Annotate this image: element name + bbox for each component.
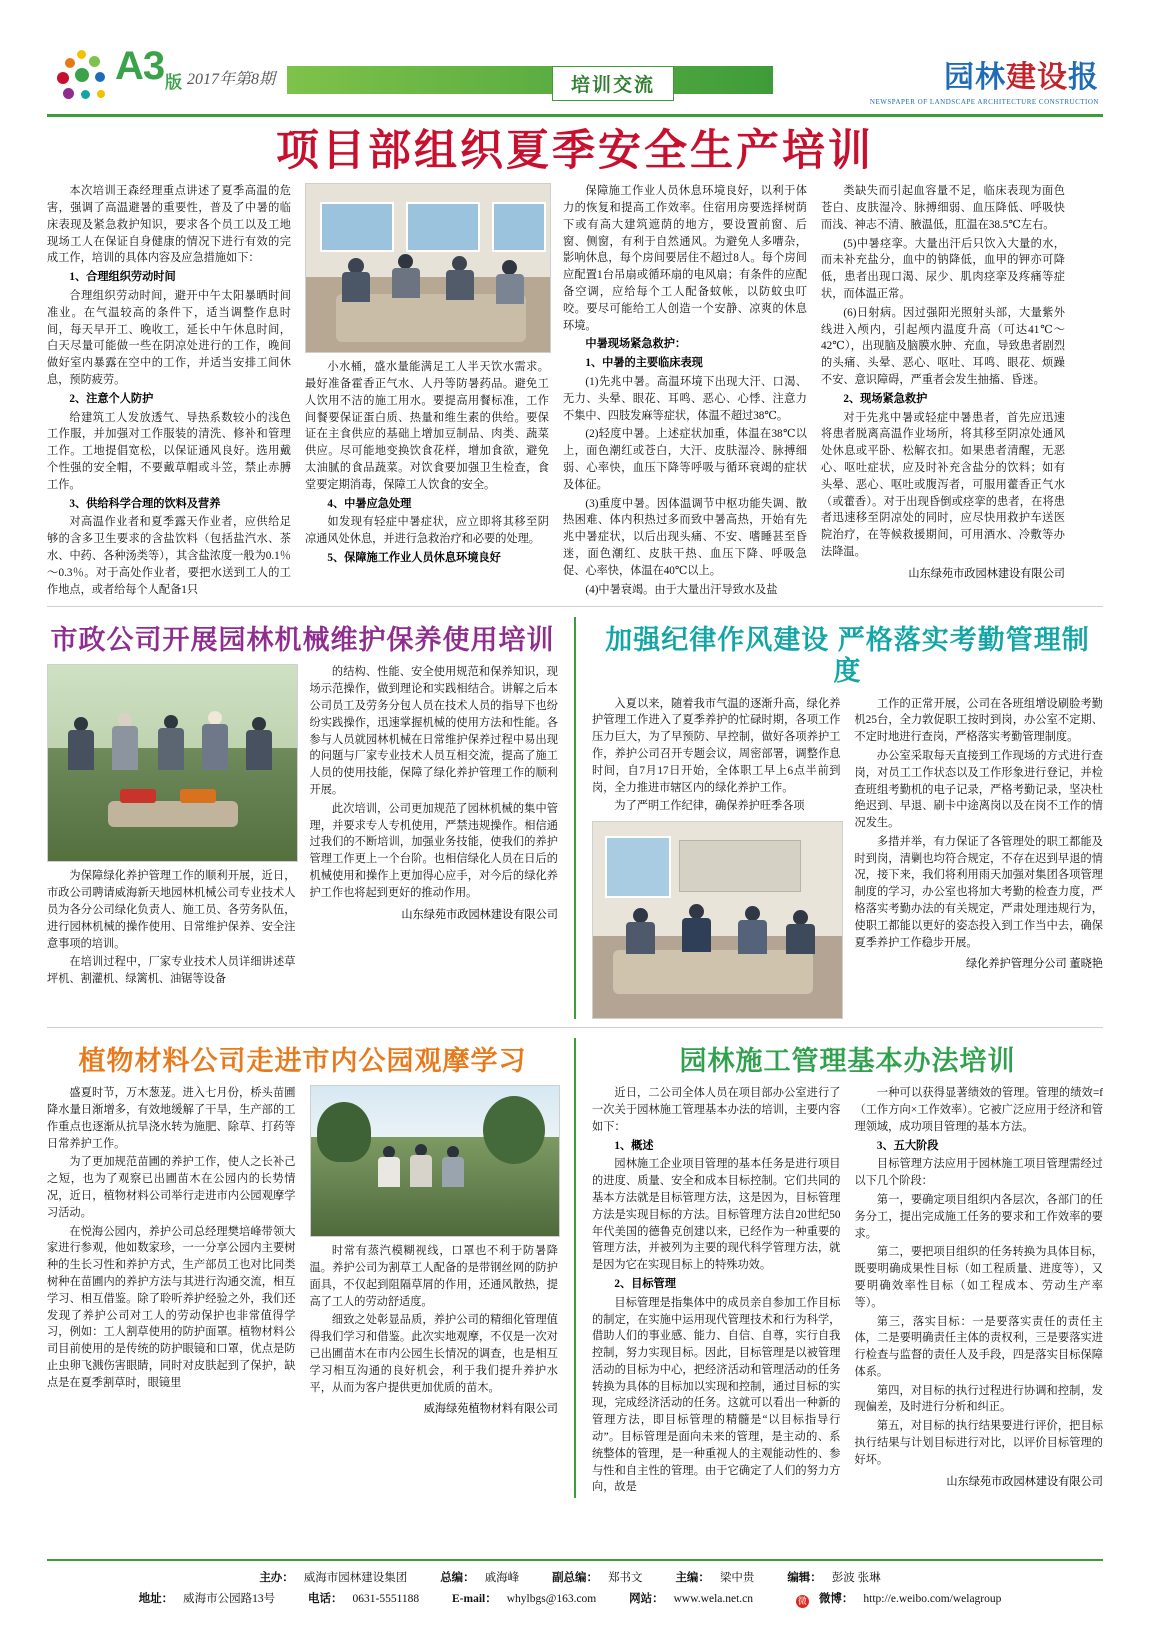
subheading: 3、供给科学合理的饮料及营养 bbox=[69, 497, 221, 510]
paragraph: 办公室采取每天直接到工作现场的方式进行查岗，对员工工作状态以及工作形象进行登记，并检查班组考勤机的电子记录，严格考勤记录，坚决杜绝迟到、早退、刷卡中途离岗以及在岗不工作的情况发生。 bbox=[854, 749, 1103, 830]
page-number: A3 bbox=[115, 44, 165, 88]
paragraph: 对于先兆中暑或轻症中暑患者，首先应迅速将患者脱离高温作业场所，将其移至阴凉处通风处休息或平卧、松解衣扣。如果患者清醒，无恶心、呕吐症状，应及时补充含盐分的饮料；如有头晕、恶心、呕吐或腹泻者，可服用藿香正气水（或藿香）。对于出现昏倒或痉挛的患者，在将患者迅速移至阴凉处的同时，应尽快用救护车送医院治疗，在等候救援期间，可用酒水、冷敷等办法降温。 bbox=[821, 411, 1065, 559]
column-divider-2 bbox=[574, 1038, 576, 1498]
subheading: 2、现场紧急救护 bbox=[843, 392, 928, 405]
paragraph: 的结构、性能、安全使用规范和保养知识，现场示范操作，做到理论和实践相结合。讲解之后本公司员工及劳务分包人员在技术人员的指导下也纷纷实践操作，迅速掌握机械的使用方法和性能。各参与人员就园林机械在日常维护保养过程中易出现的问题与厂家专业技术人员互相交流，提高了施工人员的使用技能，保障了绿化养护管理工作的顺利开展。 bbox=[309, 666, 558, 797]
subheading: 2、注意个人防护 bbox=[69, 392, 154, 405]
masthead bbox=[47, 40, 1103, 118]
paragraph: 入夏以来，随着我市气温的逐渐升高，绿化养护管理工作进入了夏季养护的忙碌时期，各项工作压力巨大，为了早预防、早控制，做好各项养护工作，养护公司召开专题会议，周密部署，调整作息时间，自7月17日开始，全体职工早上6点半前到岗，全力推进市辖区内的绿化养护工作。 bbox=[592, 697, 841, 794]
paragraph: 类缺失而引起血容量不足，临床表现为面色苍白、皮肤湿冷、脉搏细弱、血压降低、呼吸快而浅、神志不清、腋温低，肛温在38.5℃左右。 bbox=[821, 185, 1065, 231]
paragraph: 本次培训王森经理重点讲述了夏季高温的危害，强调了高温避暑的重要性，普及了中暑的临床表现及紧急救护知识，要求各个员工以及工地现场工人在保证自身健康的情况下进行有效的完成工作，培训的具体内容及应急措施如下： bbox=[47, 185, 291, 265]
footer-editor-in-chief: 主编： 梁中贵 bbox=[675, 1572, 755, 1584]
article4-col1 bbox=[47, 1085, 296, 1416]
paragraph: 合理组织劳动时间，避开中午太阳暴晒时间准业。在气温较高的条件下，适当调整作息时间，每天早开工、晚收工，延长中午休息时间，白天尽量可能做一些在阴凉处进行的工作，晚间做好室内暴露在空中的工作，并适当安排工间休息，预防疲劳。 bbox=[47, 290, 291, 387]
footer-phone: 电话： 0631-5551188 bbox=[307, 1593, 420, 1605]
article5-byline: 山东绿苑市政园林建设有限公司 bbox=[946, 1475, 1103, 1488]
article5-col1 bbox=[592, 1085, 841, 1498]
logo-icon bbox=[57, 50, 119, 108]
article3-col2 bbox=[855, 696, 1104, 1020]
paragraph: 园林施工企业项目管理的基本任务是进行项目的进度、质量、安全和成本目标控制。它们共同的基本方法就是目标管理方法，这是因为，目标管理方法是实现目标的方法。目标管理方法自20世纪50年代美国的德鲁克创建以来，已经作为一种重要的管理方法，并被列为主要的现代科学管理方法，就是因为它在实现目标上的特殊功效。 bbox=[592, 1158, 841, 1272]
article1-photo-meeting bbox=[305, 183, 551, 353]
paragraph: 多措并举，有力保证了各管理处的职工都能及时到岗，清剿也均符合规定，不存在迟到早退的情况，接下来，我们将利用雨天加强对集团各项管理制度的学习，办公室也将加大考勤的检查力度，严格落实考勤办法的有关规定，严肃处理违规行为，使职工都能以更好的姿态投入到工作当中去，确保夏季养护工作稳步开展。 bbox=[854, 835, 1103, 949]
paragraph: 此次培训，公司更加规范了园林机械的集中管理，并要求专人专机使用，严禁违规操作。相信通过我们的不断培训，加强业务技能，使我们的养护管理工作更上一个台阶。也相信绿化人员在日后的机械使用和操作上更加得心应手，对今后的绿化养护工作也将起到更好的推动作用。 bbox=[309, 802, 558, 899]
footer-line-1 bbox=[47, 1569, 1103, 1585]
paragraph: 给建筑工人发放透气、导热系数较小的浅色工作服，并加强对工作服装的清洗、修补和管理工作。工地提倡宽松，以保证通风良好。选用戴个性强的安全帽，不要戴草帽或斗笠，禁止赤膊工作。 bbox=[47, 411, 291, 491]
article-lead bbox=[47, 118, 1103, 600]
footer-website[interactable]: 网站： www.wela.net.cn bbox=[629, 1593, 754, 1605]
footer-deputy-editor: 副总编： 郑书文 bbox=[552, 1572, 643, 1584]
subheading: 5、保障施工作业人员休息环境良好 bbox=[327, 552, 501, 565]
paragraph: 为保障绿化养护管理工作的顺利开展，近日，市政公司聘请威海新天地园林机械公司专业技术人员为各分公司绿化负责人、施工员、各劳务队伍，进行园林机械的操作使用、日常维护保养、安全注意事项的培训。 bbox=[47, 870, 296, 950]
footer-chief-editor: 总编： 戚海峰 bbox=[440, 1572, 520, 1584]
article2-title: 市政公司开展园林机械维护保养使用培训 bbox=[50, 625, 555, 656]
article3-title: 加强纪律作风建设 严格落实考勤管理制度 bbox=[605, 625, 1090, 687]
subheading: 4、中暑应急处理 bbox=[327, 497, 412, 510]
paragraph: (3)重度中暑。因体温调节中枢功能失调、散热困难、体内积热过多而致中暑高热，开始有先兆中暑症状，以后出现头痛、不安、嗜睡甚至昏迷，面色潮红、皮肤干热、血压下降、呼吸急促、心率快，体温在40℃以上。 bbox=[563, 497, 807, 577]
article4-photo-park bbox=[310, 1085, 561, 1237]
issue-label: 2017年第8期 bbox=[187, 71, 276, 88]
article-machinery bbox=[47, 617, 558, 1019]
page-footer bbox=[47, 1559, 1103, 1613]
article3-byline: 绿化养护管理分公司 董晓艳 bbox=[965, 958, 1103, 971]
subheading: 2、目标管理 bbox=[614, 1277, 676, 1290]
footer-weibo[interactable]: 微 微博： http://e.weibo.com/welagroup bbox=[797, 1593, 1002, 1606]
weibo-icon: 微 bbox=[797, 1596, 807, 1606]
subheading: 1、合理组织劳动时间 bbox=[69, 271, 176, 284]
article3-col1 bbox=[592, 696, 841, 1020]
paragraph: 小水桶，盛水量能满足工人半天饮水需求。最好准备霍香正气水、人丹等防暑药品。避免工人饮用不洁的施工用水。要提高用餐标准，工作间餐要保证蛋白质、热量和维生素的供给。要保证在主食供应的基础上增加豆制品、肉类、蔬菜供应。尽可能地变换饮食花样，增加食欲，避免太油腻的食品蔬菜。对饮食要加强卫生检查，食堂要定期消毒，保障工人饮食的安全。 bbox=[305, 361, 549, 491]
article-park-visit bbox=[47, 1038, 558, 1498]
masthead-rule bbox=[47, 114, 1103, 117]
article1-byline: 山东绿苑市政园林建设有限公司 bbox=[908, 567, 1065, 580]
paragraph: (5)中暑痉挛。大量出汗后只饮入大量的水，而未补充盐分，血中的钠降低，血甲的钾亦可降低，患者出现口渴、尿少、肌肉痉挛及疼痛等症状，而体温正常。 bbox=[821, 237, 1065, 301]
subheading: 1、中暑的主要临床表现 bbox=[585, 357, 703, 370]
article3-photo-office bbox=[592, 821, 843, 1019]
article-project-management bbox=[592, 1038, 1103, 1498]
subheading: 1、概述 bbox=[614, 1139, 654, 1152]
paragraph: 工作的正常开展，公司在各班组增设刷脸考勤机25台，全力敦促职工按时到岗，办公室不定期、不定时地进行查岗，严格落实考勤管理制度。 bbox=[854, 697, 1103, 744]
article1-title: 项目部组织夏季安全生产培训 bbox=[276, 127, 874, 175]
paragraph: 盛夏时节，万木葱茏。进入七月份，桥头苗圃降水量日渐增多，有效地缓解了干旱，生产部的工作重点也逐渐从抗旱浇水转为施肥、除草、打药等日常养护工作。 bbox=[47, 1087, 296, 1150]
article2-byline: 山东绿苑市政园林建设有限公司 bbox=[401, 908, 558, 921]
paragraph: 时常有蒸汽模糊视线，口罩也不利于防暑降温。养护公司为割草工人配备的是带钢丝网的防护面具，不仅起到阻隔草屑的作用，还通风散热，提高了工人的劳动舒适度。 bbox=[309, 1245, 558, 1308]
column-divider bbox=[574, 617, 576, 1019]
paragraph: (6)日射病。因过强阳光照射头部，大量紫外线进入颅内，引起颅内温度升高（可达41℃～42℃），出现脑及脑膜水肿、充血，导致患者剧烈的头痛、头晕、恶心、呕吐、耳鸣、眼花、烦躁不安、意识障碍，严重者会发生抽搐、昏迷。 bbox=[821, 306, 1065, 387]
section-title: 培训交流 bbox=[552, 66, 674, 101]
paragraph: 目标管理是指集体中的成员亲自参加工作目标的制定，在实施中运用现代管理技术和行为科学，借助人们的事业感、能力、自信、自尊，实行自我控制，努力实现目标。因此，目标管理是以被管理活动的目标为中心，把经济活动和管理活动的任务转换为具体的目标加以实现和控制，通过目标的实现，完成经济活动的任务。这就可以看出一种新的管理方法，即目标管理的精髓是“以目标指导行动”。目标管理是面向未来的管理，是主动的、系统整体的管理，是一种重视人的主观能动性的、参与性和自主性的管理。由于它确定了人们的努力方向，故是 bbox=[592, 1296, 841, 1494]
footer-line-2 bbox=[47, 1590, 1103, 1608]
paper-name-part2: 建设 bbox=[1006, 61, 1068, 94]
paragraph: 在悦海公园内，养护公司总经理樊培峰带领大家进行参观，他如数家珍，一一分享公园内主要树种的生长习性和养护方式，生产部员工也对比同类树种在苗圃内的养护方法与其进行沟通交流，相互学习、相互借鉴。除了聆听养护经验之外，我们还发现了养护公司对工人的劳动保护也非常值得学习，例如：工人割草使用的防护面罩。植物材料公司目前使用的是传统的防护眼镜和口罩，优点是防止虫卵飞溅伤害眼睛，同时对皮肤起到了保护，缺点是在夏季割草时，眼镜里 bbox=[47, 1225, 296, 1389]
article1-col4 bbox=[821, 183, 1065, 600]
footer-editors: 编辑： 彭波 张琳 bbox=[787, 1572, 881, 1584]
article2-photo-training bbox=[47, 664, 298, 862]
article2-col1 bbox=[47, 664, 296, 990]
paragraph: 保障施工作业人员休息环境良好，以利于体力的恢复和提高工作效率。住宿用房要选择树荫下或有高大建筑遮荫的地方，要设置前窗、后窗、侧窗，有利于自然通风。为避免人多嘈杂，影响休息，每个房间要居住不超过8人。每个房间应配置1台吊扇或循环扇的电风扇；有条件的应配备空调，应给每个工人配备蚊帐，以防蚊虫叮咬。要尽可能给工人创造一个安静、凉爽的休息环境。 bbox=[563, 185, 807, 332]
article4-col2 bbox=[310, 1085, 559, 1416]
article4-title: 植物材料公司走进市内公园观摩学习 bbox=[78, 1046, 527, 1077]
paragraph: 在培训过程中，厂家专业技术人员详细讲述草坪机、割灌机、绿篱机、油锯等设备 bbox=[47, 956, 296, 986]
subheading: 中暑现场紧急救护： bbox=[585, 338, 687, 351]
paragraph: 一种可以获得显著绩效的管理。管理的绩效=f（工作方向×工作效率）。它被广泛应用于经济和管理领域，成功项目管理的基本方法。 bbox=[854, 1087, 1103, 1133]
article4-byline: 威海绿苑植物材料有限公司 bbox=[423, 1403, 558, 1416]
paragraph: 第二，要把项目组织的任务转换为具体目标，既要明确成果性目标（如工程质量、进度等），又要明确效率性目标（如工程成本、劳动生产率等）。 bbox=[854, 1246, 1103, 1309]
paragraph: 为了更加规范苗圃的养护工作，使人之长补己之短，也为了观察已出圃苗木在公园内的长势情况，近日，植物材料公司举行走进市内公园观摩学习活动。 bbox=[47, 1156, 296, 1219]
article2-col2 bbox=[310, 664, 559, 990]
footer-host: 主办： 威海市园林建设集团 bbox=[259, 1572, 408, 1584]
paragraph: 第三，落实目标：一是要落实责任的责任主体，二是要明确责任主体的责权利，三是要落实进行检查与监督的责任人及手段，四是落实目标保障体系。 bbox=[854, 1315, 1103, 1378]
paragraph: 近日，二公司全体人员在项目部办公室进行了一次关于园林施工管理基本办法的培训，主要内容如下： bbox=[592, 1087, 841, 1133]
paragraph: 第五，对目标的执行结果要进行评价，把目标执行结果与计划目标进行对比，以评价目标管理的好坏。 bbox=[854, 1420, 1103, 1466]
paragraph: 第四，对目标的执行过程进行协调和控制，发现偏差，及时进行分析和纠正。 bbox=[854, 1384, 1103, 1414]
article5-title: 园林施工管理基本办法培训 bbox=[679, 1046, 1016, 1077]
article1-col1 bbox=[47, 183, 291, 600]
footer-rule bbox=[47, 1559, 1103, 1561]
paragraph: 细致之处彰显品质，养护公司的精细化管理值得我们学习和借鉴。此次实地观摩，不仅是一次对已出圃苗木在市内公园生长情况的调查，也是相互学习相互沟通的良好机会，利于我们提升养护水平，从而为客户提供更加优质的苗木。 bbox=[309, 1314, 558, 1394]
paragraph: 第一，要确定项目组织内各层次，各部门的任务分工，提出完成施工任务的要求和工作效率的要求。 bbox=[854, 1193, 1103, 1240]
article-discipline bbox=[592, 617, 1103, 1019]
article1-col3 bbox=[563, 183, 807, 600]
paper-name-part1: 园林 bbox=[944, 61, 1006, 94]
paragraph: (1)先兆中暑。高温环境下出现大汗、口渴、无力、头晕、眼花、耳鸣、恶心、心悸、注意力不集中、四肢发麻等症状，体温不超过38℃。 bbox=[563, 376, 807, 422]
footer-email[interactable]: E-mail： whylbgs@163.com bbox=[452, 1593, 597, 1605]
article5-col2 bbox=[855, 1085, 1104, 1498]
paragraph: 目标管理方法应用于园林施工项目管理需经过以下几个阶段： bbox=[854, 1158, 1103, 1188]
paragraph: 为了严明工作纪律，确保养护旺季各项 bbox=[614, 800, 805, 813]
paragraph: (4)中暑衰竭。由于大量出汗导致水及盐 bbox=[585, 583, 778, 596]
page-label: 版 bbox=[165, 73, 182, 92]
paragraph: (2)轻度中暑。上述症状加重，体温在38℃以上，面色潮红或苍白，大汗、皮肤湿冷、脉搏细弱、心率快，血压下降等呼吸与循环衰竭的症状及体征。 bbox=[563, 428, 807, 491]
paper-name-en: NEWSPAPER OF LANDSCAPE ARCHITECTURE CONSTRUCTION bbox=[869, 98, 1099, 106]
paper-logo bbox=[870, 52, 1099, 106]
subheading: 3、五大阶段 bbox=[876, 1139, 939, 1152]
footer-address: 地址： 威海市公园路13号 bbox=[138, 1593, 276, 1605]
paragraph: 如发现有轻症中暑症状，应立即将其移至阴凉通风处休息，并进行急救治疗和必要的处理。 bbox=[305, 516, 549, 546]
article1-col2 bbox=[305, 183, 549, 600]
header-green-bar bbox=[287, 66, 773, 94]
paper-name-part3: 报 bbox=[1068, 61, 1099, 94]
paragraph: 对高温作业者和夏季露天作业者，应供给足够的含多卫生要求的含盐饮料（包括盐汽水、茶水、中药、各种汤类等），其含盐浓度一般为0.1％～0.3％。对于高处作业者，要把水送到工人的工作地点，或者给每个人配备1只 bbox=[47, 516, 291, 596]
